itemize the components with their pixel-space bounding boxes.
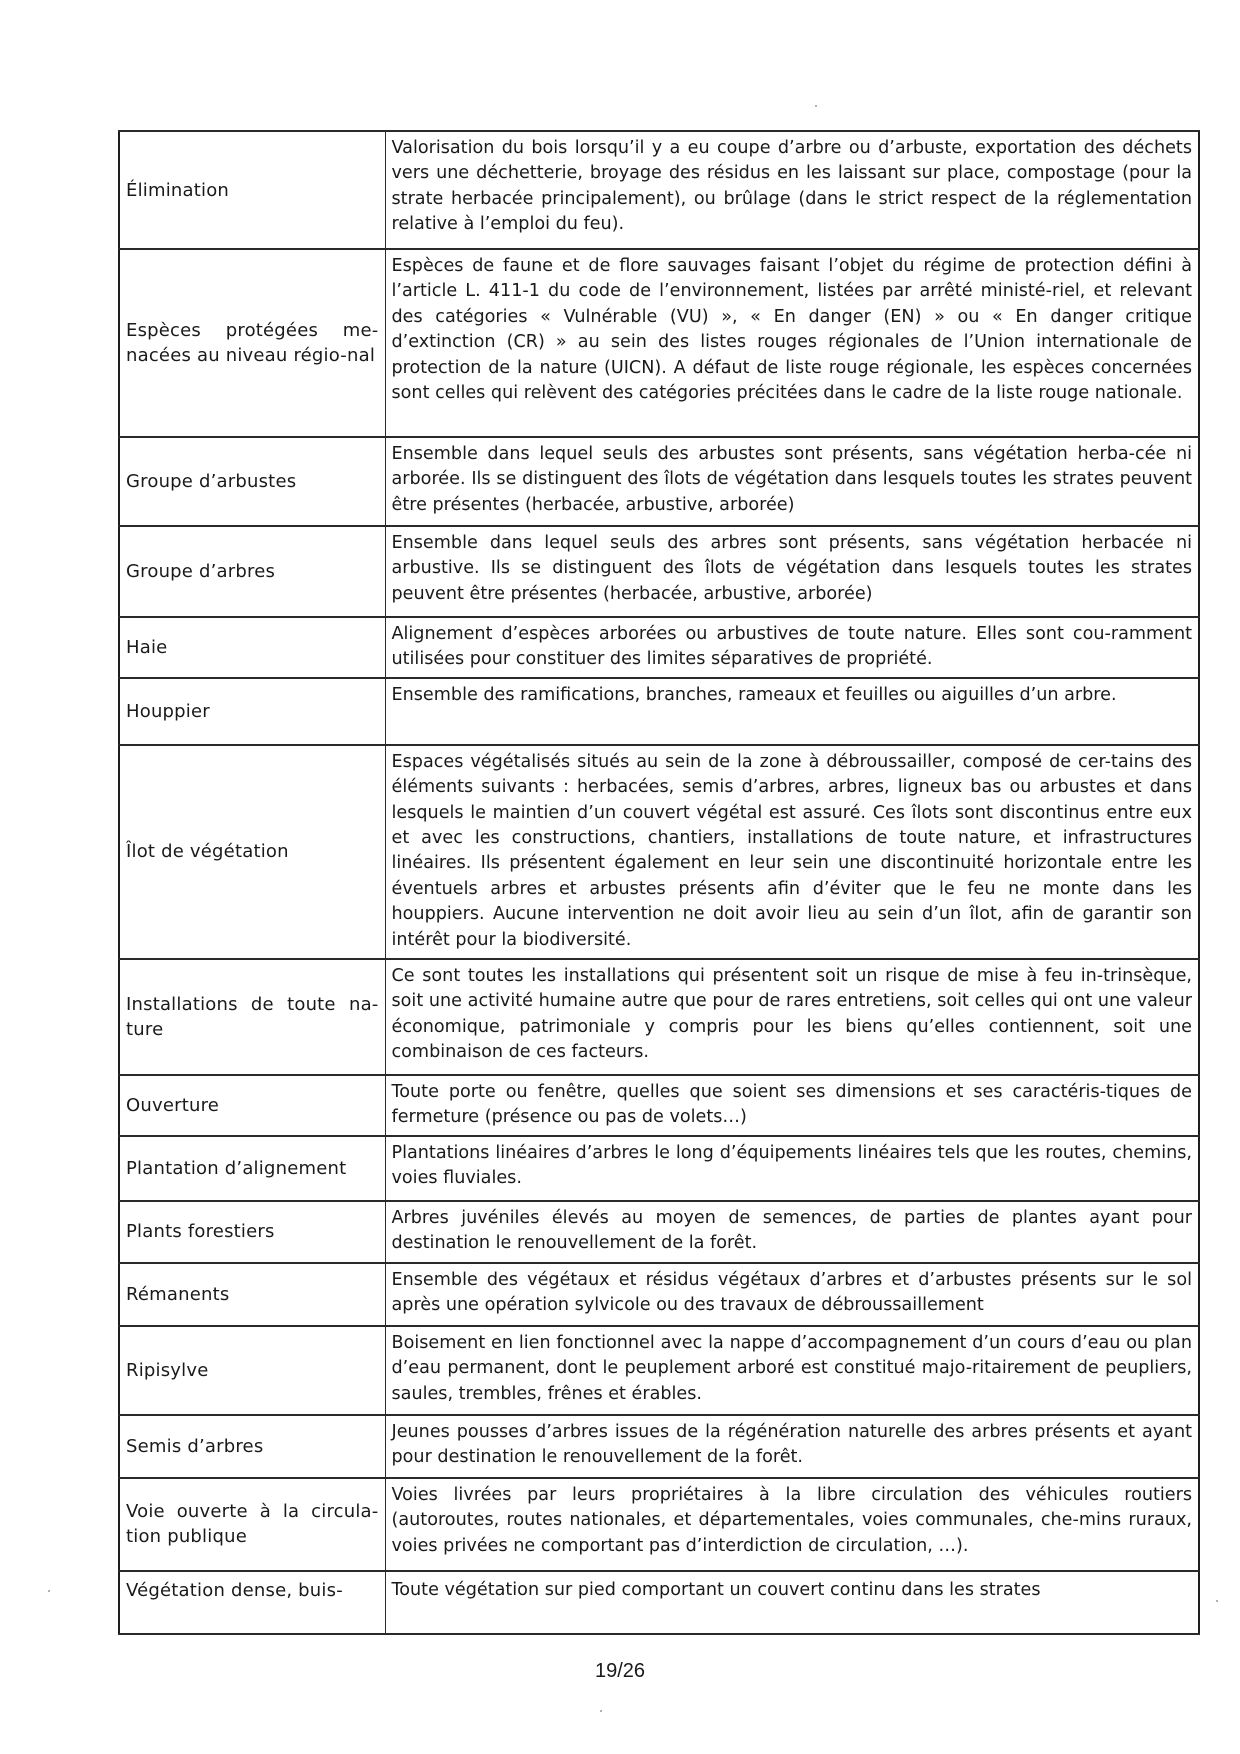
- term-text: Haie: [126, 636, 168, 658]
- definition-text: Espèces de faune et de flore sauvages faisant l’objet du régime de protection défini à l’article L. 411-1 du code de l’environnement, listées par arrêté ministé-riel, et relevant des catégories « Vulnérable (VU) », « En danger (EN) » ou « En danger critique d’extinction (CR) » au sein des listes rouges régionales de l’Union internationale de protection de la nature (UICN). A défaut de liste rouge régionale, les espèces concernées sont celles qui relèvent des catégories précitées dans le cadre de la liste rouge nationale.: [391, 256, 1192, 404]
- definition-text: Plantations linéaires d’arbres le long d’équipements linéaires tels que les routes, chemins, voies fluviales.: [391, 1142, 1192, 1189]
- term-text: Espèces protégées me-nacées au niveau régio-nal: [126, 320, 379, 366]
- term-text: Ouverture: [126, 1094, 220, 1116]
- term-text: Rémanents: [126, 1283, 230, 1305]
- term-cell: [119, 131, 385, 249]
- definition-text: Alignement d’espèces arborées ou arbustives de toute nature. Elles sont cou-ramment utilisées pour constituer des limites séparatives de propriété.: [391, 624, 1192, 670]
- definition-cell: [385, 959, 1199, 1075]
- definition-cell: [385, 1571, 1199, 1634]
- definition-text: Ensemble dans lequel seuls des arbustes sont présents, sans végétation herba-cée ni arborée. Ils se distinguent des îlots de végétation dans lesquels toutes les strates peuvent être présentes (herbacée, arbustive, arborée): [391, 444, 1192, 515]
- term-text: Groupe d’arbustes: [126, 471, 297, 492]
- definition-text: Jeunes pousses d’arbres issues de la régénération naturelle des arbres présents et ayant pour destination le renouvellement de la forêt.: [391, 1421, 1192, 1468]
- table-row: [119, 1571, 1199, 1634]
- term-cell: [119, 1326, 385, 1415]
- scan-speck: [600, 1710, 602, 1712]
- definition-cell: [385, 745, 1199, 959]
- term-cell: [119, 249, 385, 437]
- term-cell: [119, 1415, 385, 1478]
- term-text: Installations de toute na-ture: [126, 993, 379, 1040]
- term-cell: [119, 959, 385, 1075]
- term-text: Élimination: [126, 179, 230, 201]
- term-text: Végétation dense, buis-: [126, 1579, 343, 1601]
- definition-text: Espaces végétalisés situés au sein de la zone à débroussailler, composé de cer-tains des éléments suivants : herbacées, semis d’arbres, arbres, ligneux bas ou arbustes et dans lesquels le maintien d’un couvert végétal est assuré. Ces îlots sont discontinus entre eux et avec les constructions, chantiers, installations de toute nature, et infrastructures linéaires. Ils présentent également en leur sein une discontinuité horizontale entre les éventuels arbres et arbustes présents afin d’éviter que le feu ne monte dans les houppiers. Aucune intervention ne doit avoir lieu au sein d’un îlot, afin de garantir son intérêt pour la biodiversité.: [391, 751, 1192, 950]
- definition-cell: [385, 1201, 1199, 1263]
- term-cell: [119, 1263, 385, 1326]
- definition-text: Ensemble dans lequel seuls des arbres sont présents, sans végétation herbacée ni arbustive. Ils se distinguent des îlots de végétation dans lesquels toutes les strates peuvent être présentes (herbacée, arbustive, arborée): [391, 533, 1192, 604]
- term-cell: [119, 1478, 385, 1571]
- definition-cell: [385, 1136, 1199, 1201]
- definition-text: Ensemble des ramifications, branches, rameaux et feuilles ou aiguilles d’un arbre.: [391, 684, 1117, 705]
- table-row: [119, 437, 1199, 526]
- definition-cell: [385, 678, 1199, 745]
- definition-text: Voies livrées par leurs propriétaires à la libre circulation des véhicules routiers (autoroutes, routes nationales, et départementales, voies communales, che-mins ruraux, voies privées ne comportant pas d’interdiction de circulation, …).: [391, 1484, 1192, 1556]
- table-row: [119, 745, 1199, 959]
- definition-cell: [385, 1326, 1199, 1415]
- definition-cell: [385, 131, 1199, 249]
- term-text: Ripisylve: [126, 1359, 209, 1381]
- definition-cell: [385, 1415, 1199, 1478]
- definition-text: Valorisation du bois lorsqu’il y a eu coupe d’arbre ou d’arbuste, exportation des déchets vers une déchetterie, broyage des résidus en les laissant sur place, compostage (pour la strate herbacée principalement), ou brûlage (dans le strict respect de la réglementation relative à l’emploi du feu).: [391, 138, 1192, 235]
- table-row: [119, 959, 1199, 1075]
- term-text: Semis d’arbres: [126, 1435, 264, 1457]
- definition-text: Arbres juvéniles élevés au moyen de semences, de parties de plantes ayant pour destination le renouvellement de la forêt.: [391, 1207, 1192, 1254]
- scan-speck: [815, 105, 817, 107]
- definition-cell: [385, 617, 1199, 678]
- table-row: [119, 1136, 1199, 1201]
- definition-text: Ensemble des végétaux et résidus végétaux d’arbres et d’arbustes présents sur le sol après une opération sylvicole ou des travaux de débroussaillement: [391, 1269, 1192, 1316]
- term-text: Houppier: [126, 700, 210, 722]
- term-cell: [119, 617, 385, 678]
- term-text: Groupe d’arbres: [126, 561, 276, 582]
- term-cell: [119, 678, 385, 745]
- term-cell: [119, 526, 385, 617]
- definition-text: Boisement en lien fonctionnel avec la nappe d’accompagnement d’un cours d’eau ou plan d’eau permanent, dont le peuplement arboré est constitué majo-ritairement de peupliers, saules, trembles, frênes et érables.: [391, 1332, 1192, 1404]
- scan-speck: [48, 1590, 50, 1592]
- term-cell: [119, 1136, 385, 1201]
- page-number: 19/26: [594, 1660, 646, 1682]
- definition-cell: [385, 526, 1199, 617]
- table-row: [119, 131, 1199, 249]
- term-text: Îlot de végétation: [126, 841, 289, 863]
- glossary-table: [118, 130, 1200, 1635]
- table-row: [119, 1075, 1199, 1136]
- definition-text: Ce sont toutes les installations qui présentent soit un risque de mise à feu in-trinsèque, soit une activité humaine autre que pour de rares entretiens, soit celles qui ont une valeur économique, patrimoniale y compris pour les biens qu’elles contiennent, soit une combinaison de ces facteurs.: [391, 965, 1192, 1063]
- table-row: [119, 678, 1199, 745]
- term-cell: [119, 745, 385, 959]
- term-cell: [119, 1571, 385, 1634]
- table-row: [119, 1478, 1199, 1571]
- definition-text: Toute végétation sur pied comportant un couvert continu dans les strates: [391, 1579, 1041, 1600]
- table-row: [119, 1263, 1199, 1326]
- definition-cell: [385, 1075, 1199, 1136]
- definition-cell: [385, 437, 1199, 526]
- table-row: [119, 1201, 1199, 1263]
- term-text: Voie ouverte à la circula-tion publique: [126, 1501, 379, 1548]
- table-row: [119, 1326, 1199, 1415]
- table-row: [119, 526, 1199, 617]
- definition-cell: [385, 249, 1199, 437]
- scan-speck: [1216, 1600, 1218, 1602]
- term-cell: [119, 437, 385, 526]
- term-cell: [119, 1201, 385, 1263]
- table-row: [119, 617, 1199, 678]
- definition-text: Toute porte ou fenêtre, quelles que soient ses dimensions et ses caractéris-tiques de fermeture (présence ou pas de volets…): [391, 1081, 1192, 1128]
- table-row: [119, 249, 1199, 437]
- term-text: Plants forestiers: [126, 1221, 275, 1243]
- table-row: [119, 1415, 1199, 1478]
- definition-cell: [385, 1263, 1199, 1326]
- definition-cell: [385, 1478, 1199, 1571]
- term-text: Plantation d’alignement: [126, 1157, 347, 1179]
- term-cell: [119, 1075, 385, 1136]
